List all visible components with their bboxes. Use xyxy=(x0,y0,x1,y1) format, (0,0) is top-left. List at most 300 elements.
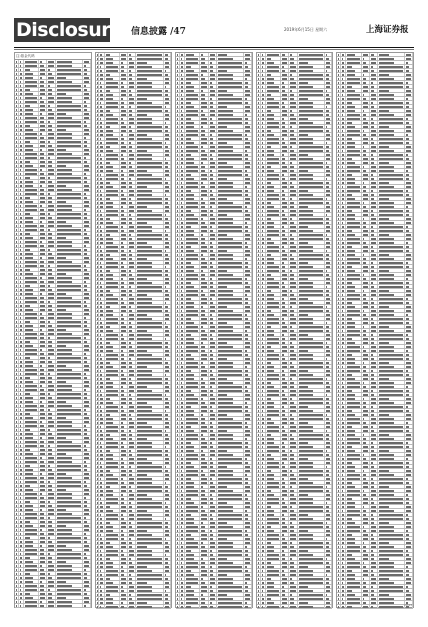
text-line xyxy=(40,393,45,394)
table-cell xyxy=(47,76,55,79)
text-line xyxy=(48,141,50,142)
text-line xyxy=(57,117,72,118)
table-cell xyxy=(47,280,55,283)
table-cell xyxy=(83,60,91,63)
text-line xyxy=(84,409,86,410)
table-cell xyxy=(24,188,39,191)
text-line xyxy=(121,78,126,79)
text-line xyxy=(48,485,51,486)
text-line xyxy=(84,473,89,474)
text-line xyxy=(57,493,72,494)
table-cell xyxy=(39,564,47,567)
text-line xyxy=(20,353,22,354)
table-cell xyxy=(56,452,83,455)
text-line xyxy=(40,433,45,434)
text-line xyxy=(129,114,132,115)
table-cell xyxy=(24,420,39,423)
text-line xyxy=(20,493,21,494)
table-cell xyxy=(39,516,47,519)
table-cell xyxy=(128,129,136,132)
text-line xyxy=(40,581,42,582)
text-line xyxy=(16,461,17,462)
text-line xyxy=(84,521,87,522)
table-cell xyxy=(24,528,39,531)
text-line xyxy=(84,285,87,286)
text-line xyxy=(57,361,81,362)
table-cell xyxy=(39,508,47,511)
table-cell xyxy=(47,448,55,451)
table-cell xyxy=(47,556,55,559)
text-line xyxy=(25,281,37,282)
text-line xyxy=(48,501,50,502)
table-cell xyxy=(24,548,39,551)
table-cell xyxy=(39,272,47,275)
table-cell xyxy=(83,228,91,231)
table-cell xyxy=(56,184,83,187)
text-line xyxy=(84,585,89,586)
table-cell xyxy=(83,68,91,71)
text-line xyxy=(48,293,53,294)
table-cell xyxy=(56,228,83,231)
text-line xyxy=(84,289,87,290)
text-line xyxy=(57,81,72,82)
table-cell xyxy=(24,500,39,503)
text-line xyxy=(57,185,66,186)
text-line xyxy=(40,577,45,578)
text-line xyxy=(25,513,37,514)
table-cell xyxy=(24,144,39,147)
text-line xyxy=(40,509,42,510)
table-cell xyxy=(24,572,39,575)
text-line xyxy=(20,185,22,186)
table-cell xyxy=(39,396,47,399)
text-line xyxy=(40,189,43,190)
text-line xyxy=(57,221,66,222)
text-line xyxy=(57,461,72,462)
table-cell xyxy=(39,568,47,571)
table-cell xyxy=(39,268,47,271)
table-cell xyxy=(56,332,83,335)
table-cell xyxy=(128,113,136,116)
text-line xyxy=(48,301,50,302)
table-cell xyxy=(83,100,91,103)
text-line xyxy=(25,361,32,362)
text-line xyxy=(40,161,45,162)
text-line xyxy=(20,469,22,470)
text-line xyxy=(40,257,42,258)
text-line xyxy=(20,301,22,302)
text-line xyxy=(20,513,21,514)
table-cell xyxy=(24,532,39,535)
table-cell xyxy=(24,308,39,311)
text-line xyxy=(165,118,170,119)
text-line xyxy=(20,369,21,370)
table-cell xyxy=(24,536,39,539)
text-line xyxy=(48,245,53,246)
text-line xyxy=(84,221,89,222)
table-cell xyxy=(83,264,91,267)
text-line xyxy=(84,485,87,486)
text-line xyxy=(84,269,87,270)
text-line xyxy=(48,513,53,514)
text-line xyxy=(20,145,22,146)
text-line xyxy=(57,405,72,406)
text-line xyxy=(165,86,167,87)
text-line xyxy=(20,417,22,418)
text-line xyxy=(84,201,89,202)
table-cell xyxy=(39,548,47,551)
table-cell xyxy=(39,144,47,147)
table-cell xyxy=(47,444,55,447)
text-line xyxy=(165,74,168,75)
table-cell xyxy=(39,556,47,559)
table-cell xyxy=(83,536,91,539)
text-line xyxy=(84,321,87,322)
text-line xyxy=(48,413,51,414)
text-line xyxy=(48,529,53,530)
text-line xyxy=(40,389,43,390)
table-cell xyxy=(39,288,47,291)
table-cell xyxy=(47,112,55,115)
table-cell xyxy=(56,500,83,503)
text-line xyxy=(40,361,45,362)
header-rule-thin xyxy=(14,49,414,50)
text-line xyxy=(84,137,86,138)
text-line xyxy=(16,169,17,170)
text-line xyxy=(20,225,21,226)
table-cell xyxy=(56,364,83,367)
table-cell xyxy=(105,73,120,76)
text-line xyxy=(25,357,30,358)
text-line xyxy=(48,409,50,410)
text-line xyxy=(57,593,81,594)
text-line xyxy=(121,86,124,87)
text-line xyxy=(106,134,113,135)
text-line xyxy=(57,261,72,262)
text-line xyxy=(25,373,37,374)
table-cell xyxy=(83,600,91,603)
table-cell xyxy=(83,88,91,91)
text-line xyxy=(16,445,17,446)
table-cell xyxy=(83,80,91,83)
table-cell xyxy=(56,120,83,123)
text-line xyxy=(40,149,42,150)
text-line xyxy=(129,54,131,55)
table-cell xyxy=(56,320,83,323)
text-line xyxy=(16,373,17,374)
text-line xyxy=(20,241,21,242)
table-cell xyxy=(56,556,83,559)
text-line xyxy=(20,337,22,338)
text-line xyxy=(48,537,50,538)
text-line xyxy=(16,241,17,242)
table-cell xyxy=(164,113,172,116)
text-line xyxy=(84,469,87,470)
table-cell xyxy=(39,356,47,359)
text-line xyxy=(48,185,53,186)
text-line xyxy=(129,58,132,59)
table-cell xyxy=(47,604,55,607)
table-cell xyxy=(24,464,39,467)
text-line xyxy=(16,457,17,458)
table-cell xyxy=(56,80,83,83)
table-cell xyxy=(39,252,47,255)
table-cell xyxy=(105,57,120,60)
text-line xyxy=(16,369,17,370)
text-line xyxy=(48,373,50,374)
text-line xyxy=(57,177,81,178)
text-line xyxy=(97,70,98,71)
text-line xyxy=(84,561,89,562)
text-line xyxy=(48,405,53,406)
text-line xyxy=(40,157,43,158)
text-line xyxy=(20,569,22,570)
text-line xyxy=(84,345,89,346)
table-cell xyxy=(136,81,163,84)
text-line xyxy=(40,349,42,350)
text-line xyxy=(137,106,161,107)
table-cell xyxy=(24,320,39,323)
table-cell xyxy=(24,476,39,479)
table-cell xyxy=(83,424,91,427)
text-line xyxy=(25,589,37,590)
text-line xyxy=(40,245,43,246)
text-line xyxy=(25,545,32,546)
table-cell xyxy=(164,81,172,84)
text-line xyxy=(84,173,86,174)
table-cell xyxy=(164,65,172,68)
text-line xyxy=(16,81,17,82)
text-line xyxy=(84,277,89,278)
text-line xyxy=(137,74,161,75)
text-line xyxy=(16,501,17,502)
text-line xyxy=(57,93,66,94)
text-line xyxy=(20,277,21,278)
table-cell xyxy=(24,264,39,267)
table-cell xyxy=(39,332,47,335)
table-cell xyxy=(47,496,55,499)
table-cell xyxy=(120,93,128,96)
table-cell xyxy=(47,384,55,387)
text-line xyxy=(84,97,89,98)
table-cell xyxy=(83,436,91,439)
text-line xyxy=(100,130,102,131)
table-cell xyxy=(56,192,83,195)
text-line xyxy=(40,309,45,310)
text-line xyxy=(25,541,32,542)
text-line xyxy=(20,501,22,502)
text-line xyxy=(84,569,86,570)
table-cell xyxy=(24,328,39,331)
table-cell xyxy=(83,412,91,415)
table-cell xyxy=(47,348,55,351)
text-line xyxy=(57,69,81,70)
table-cell xyxy=(136,97,163,100)
text-line xyxy=(100,78,102,79)
text-line xyxy=(20,477,21,478)
text-line xyxy=(40,569,43,570)
text-line xyxy=(129,74,132,75)
table-cell xyxy=(47,272,55,275)
text-line xyxy=(16,65,17,66)
text-line xyxy=(97,114,98,115)
text-line xyxy=(84,517,86,518)
text-line xyxy=(25,457,37,458)
text-line xyxy=(40,285,45,286)
table-cell xyxy=(56,416,83,419)
text-line xyxy=(100,98,102,99)
table-cell xyxy=(24,260,39,263)
text-line xyxy=(48,181,51,182)
text-line xyxy=(84,81,89,82)
table-cell xyxy=(56,576,83,579)
text-line xyxy=(48,357,50,358)
text-line xyxy=(20,321,22,322)
text-line xyxy=(137,122,152,123)
table-cell xyxy=(39,408,47,411)
text-line xyxy=(16,453,17,454)
table-cell xyxy=(105,129,120,132)
text-line xyxy=(16,249,17,250)
text-line xyxy=(84,193,86,194)
text-line xyxy=(40,145,45,146)
text-line xyxy=(48,605,53,606)
text-line xyxy=(40,381,45,382)
table-cell xyxy=(24,512,39,515)
text-line xyxy=(25,269,30,270)
table-cell xyxy=(83,132,91,135)
text-line xyxy=(129,78,132,79)
table-cell xyxy=(39,108,47,111)
text-line xyxy=(48,441,53,442)
table-cell xyxy=(39,244,47,247)
text-line xyxy=(121,94,126,95)
table-cell xyxy=(128,81,136,84)
text-line xyxy=(57,229,81,230)
section-brand: Disclosure xyxy=(14,18,110,42)
text-line xyxy=(20,377,22,378)
table-cell xyxy=(128,141,136,144)
text-line xyxy=(25,189,37,190)
text-line xyxy=(48,369,53,370)
text-line xyxy=(84,333,89,334)
table-cell xyxy=(83,308,91,311)
table-cell xyxy=(24,288,39,291)
table-cell xyxy=(47,92,55,95)
table-cell xyxy=(47,288,55,291)
table-cell xyxy=(24,556,39,559)
text-line xyxy=(20,537,22,538)
text-line xyxy=(48,201,51,202)
table-cell xyxy=(47,244,55,247)
text-line xyxy=(129,150,132,151)
table-cell xyxy=(39,60,47,63)
table-cell xyxy=(47,96,55,99)
text-line xyxy=(84,317,86,318)
text-line xyxy=(48,157,50,158)
text-line xyxy=(84,157,86,158)
table-cell xyxy=(24,280,39,283)
text-line xyxy=(57,449,81,450)
table-cell xyxy=(136,133,163,136)
text-line xyxy=(57,281,72,282)
text-line xyxy=(16,281,17,282)
text-line xyxy=(57,505,81,506)
text-line xyxy=(137,54,161,55)
text-line xyxy=(48,557,51,558)
text-line xyxy=(84,537,87,538)
table-cell xyxy=(136,129,163,132)
text-line xyxy=(100,106,102,107)
text-line xyxy=(40,313,42,314)
text-line xyxy=(16,581,17,582)
table-cell xyxy=(24,184,39,187)
text-line xyxy=(57,569,72,570)
text-line xyxy=(106,110,111,111)
table-cell xyxy=(47,188,55,191)
table-cell xyxy=(39,100,47,103)
table-cell xyxy=(47,436,55,439)
text-line xyxy=(100,90,102,91)
text-line xyxy=(16,509,17,510)
table-cell xyxy=(83,124,91,127)
table-cell xyxy=(56,296,83,299)
table-cell xyxy=(83,76,91,79)
text-line xyxy=(25,569,37,570)
text-line xyxy=(16,209,17,210)
table-cell xyxy=(39,328,47,331)
text-line xyxy=(121,70,124,71)
table-cell xyxy=(83,208,91,211)
table-cell xyxy=(56,340,83,343)
text-line xyxy=(40,241,42,242)
table-cell xyxy=(136,113,163,116)
text-line xyxy=(137,86,152,87)
table-cell xyxy=(39,64,47,67)
text-line xyxy=(40,505,45,506)
text-line xyxy=(20,333,21,334)
text-line xyxy=(57,85,81,86)
table-cell xyxy=(47,216,55,219)
table-cell xyxy=(56,572,83,575)
table-cell xyxy=(39,224,47,227)
text-line xyxy=(16,393,17,394)
table-cell xyxy=(83,396,91,399)
text-line xyxy=(57,245,72,246)
table-cell xyxy=(24,100,39,103)
text-line xyxy=(20,281,22,282)
table-cell xyxy=(128,117,136,120)
text-line xyxy=(20,261,21,262)
text-line xyxy=(16,365,17,366)
text-line xyxy=(16,85,17,86)
table-cell xyxy=(83,432,91,435)
table-cell xyxy=(56,344,83,347)
table-cell xyxy=(56,476,83,479)
text-line xyxy=(48,77,53,78)
table-cell xyxy=(83,196,91,199)
text-line xyxy=(16,481,17,482)
text-line xyxy=(48,457,53,458)
text-line xyxy=(25,389,37,390)
text-line xyxy=(84,513,89,514)
table-cell xyxy=(83,340,91,343)
text-line xyxy=(20,325,22,326)
text-line xyxy=(16,385,17,386)
table-cell xyxy=(83,400,91,403)
text-line xyxy=(40,185,42,186)
table-cell xyxy=(83,192,91,195)
